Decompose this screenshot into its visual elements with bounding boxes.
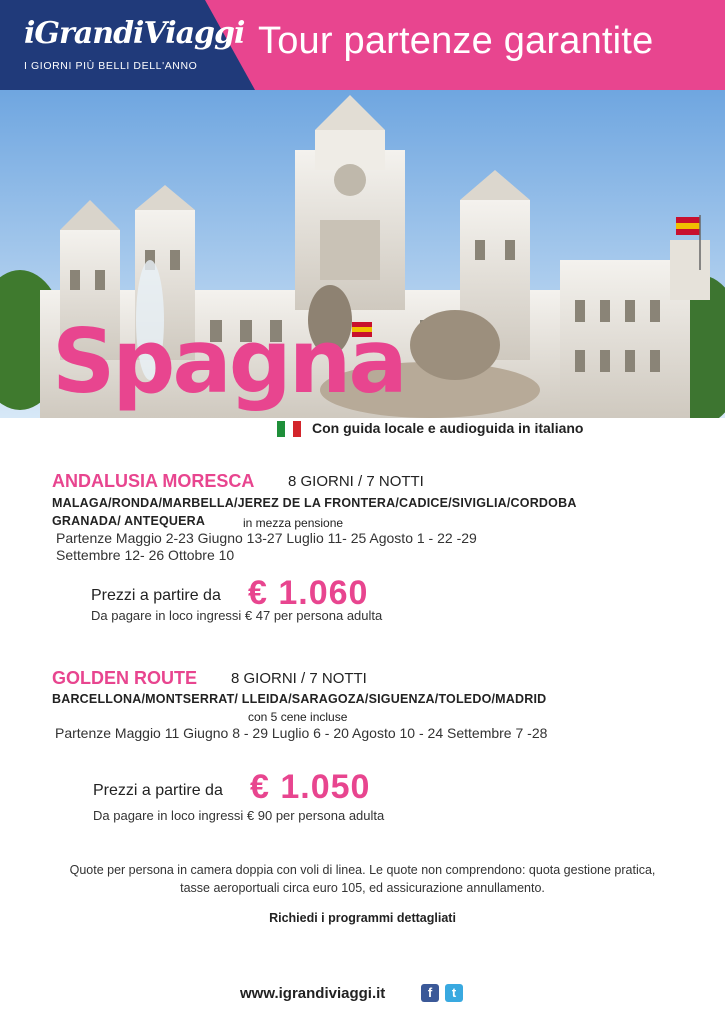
tour-departures: Partenze Maggio 2-23 Giugno 13-27 Luglio 11- 25 Agosto 1 - 22 -29: [56, 530, 477, 546]
website-link[interactable]: www.igrandiviaggi.it: [240, 985, 386, 1002]
price-label: Prezzi a partire da: [91, 587, 221, 604]
tour-board: in mezza pensione: [243, 516, 344, 530]
tour-route: GRANADA/ ANTEQUERA: [52, 514, 206, 528]
local-fee: Da pagare in loco ingressi € 90 per persona adulta: [93, 808, 385, 823]
notes-line: Quote per persona in camera doppia con voli di linea. Le quote non comprendono: quota gestione pratica,: [69, 863, 656, 877]
tour-duration: 8 GIORNI / 7 NOTTI: [231, 670, 367, 687]
destination-title: Spagna: [52, 310, 405, 413]
request-programs-cta[interactable]: Richiedi i programmi dettagliati: [269, 911, 456, 925]
price-value: € 1.050: [250, 768, 371, 806]
tour-name: GOLDEN ROUTE: [52, 668, 198, 688]
tour-departures: Settembre 12- 26 Ottobre 10: [56, 547, 235, 563]
tour-departures: Partenze Maggio 11 Giugno 8 - 29 Luglio 6 - 20 Agosto 10 - 24 Settembre 7 -28: [55, 725, 548, 741]
twitter-icon[interactable]: t: [445, 984, 463, 1002]
tour-route: BARCELLONA/MONTSERRAT/ LLEIDA/SARAGOZA/SIGUENZA/TOLEDO/MADRID: [52, 692, 547, 706]
tour-board: con 5 cene incluse: [248, 710, 348, 724]
guide-info: Con guida locale e audioguida in italiano: [312, 420, 584, 436]
tour-route: MALAGA/RONDA/MARBELLA/JEREZ DE LA FRONTERA/CADICE/SIVIGLIA/CORDOBA: [52, 496, 577, 510]
brand-logo[interactable]: iGrandiViaggi: [24, 16, 245, 51]
facebook-icon[interactable]: f: [421, 984, 439, 1002]
pricing-notes: [20, 862, 705, 897]
page-title: Tour partenze garantite: [258, 20, 654, 62]
tour-duration: 8 GIORNI / 7 NOTTI: [288, 473, 424, 490]
price-label: Prezzi a partire da: [93, 782, 223, 799]
brand-tagline: I GIORNI PIÙ BELLI DELL'ANNO: [24, 60, 198, 72]
tour-name: ANDALUSIA MORESCA: [52, 471, 255, 491]
italian-flag-icon: [277, 421, 301, 437]
notes-line: tasse aeroportuali circa euro 105, ed assicurazione annullamento.: [180, 880, 545, 895]
price-value: € 1.060: [248, 574, 369, 612]
local-fee: Da pagare in loco ingressi € 47 per persona adulta: [91, 608, 383, 623]
